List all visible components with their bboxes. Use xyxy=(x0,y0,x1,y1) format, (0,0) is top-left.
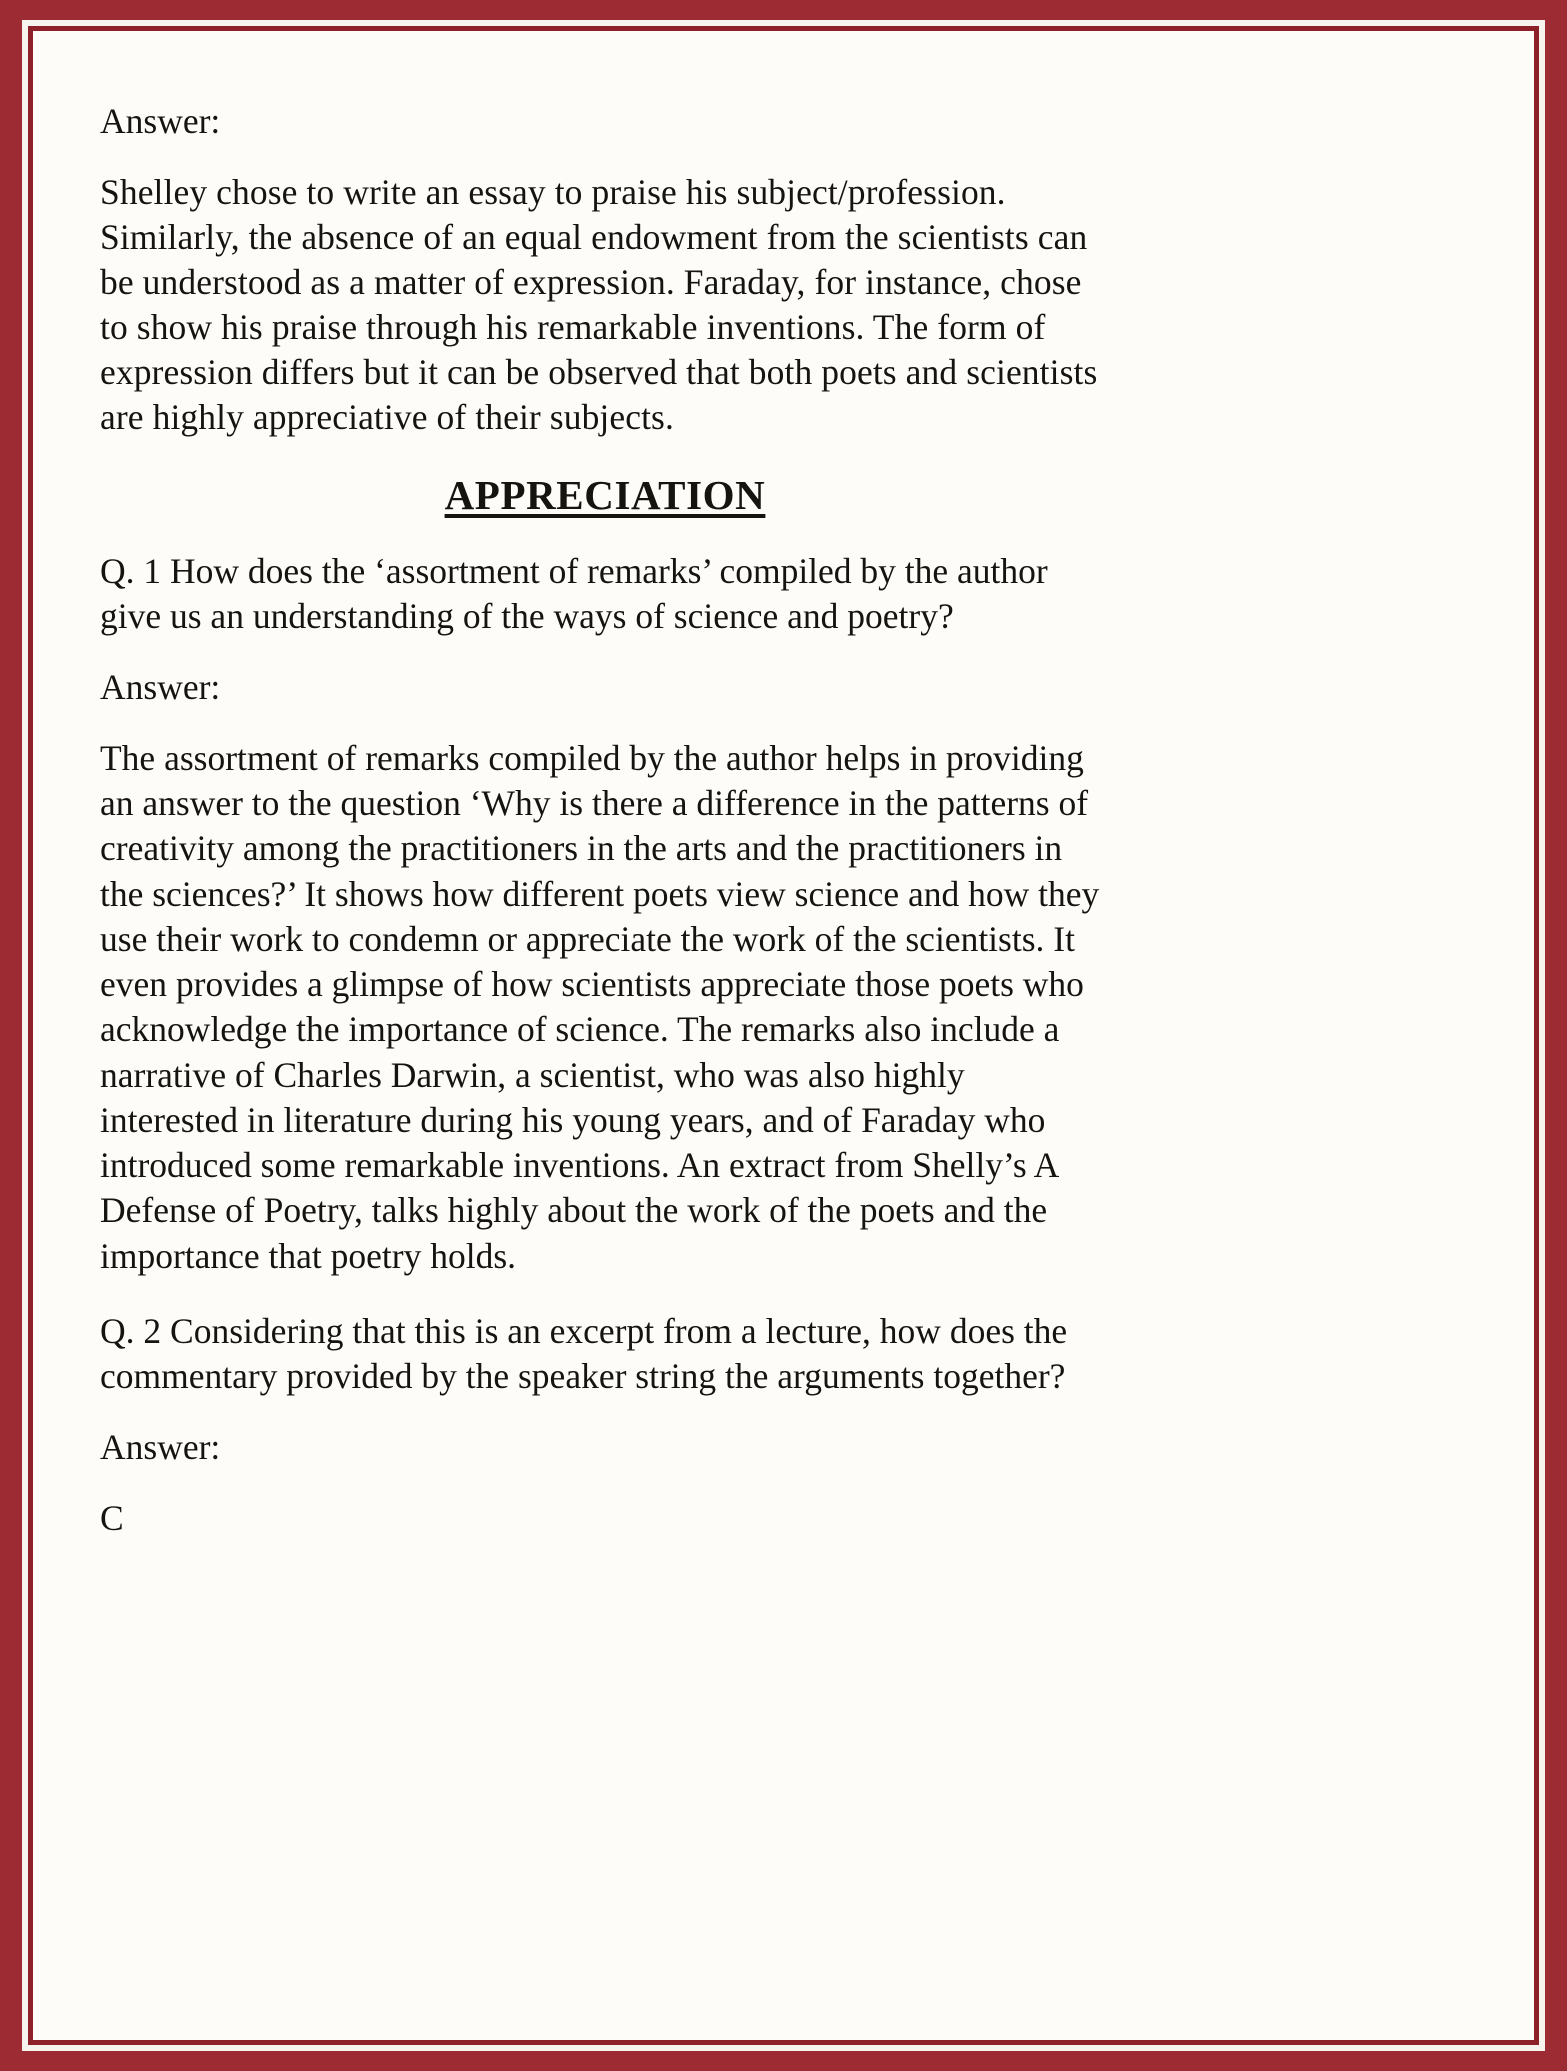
question-2: Q. 2 Considering that this is an excerpt from a lecture, how does the commentary provided by the speaker string the arguments together? xyxy=(100,1310,1068,1396)
answer-label-3: Answer: xyxy=(100,1426,221,1467)
answer-body-paragraph-3: C xyxy=(100,1498,124,1539)
answer-body-paragraph-1: Shelley chose to write an essay to praise his subject/profession. Similarly, the absence of an equal endowment from the scientists can be understood as a matter of expression. Faraday, for instance, chose to show his praise through his remarkable inventions. The form of expression differs but it can be observed that both poets and scientists are highly appreciative of their subjects. xyxy=(100,172,1098,438)
question-1: Q. 1 How does the ‘assortment of remarks’ compiled by the author give us an understanding of the ways of science and poetry? xyxy=(100,550,1048,636)
answer-label-1: Answer: xyxy=(100,101,221,141)
section-heading-appreciation: APPRECIATION xyxy=(444,471,766,518)
page-surface xyxy=(33,31,1534,2040)
answer-body-paragraph-2: The assortment of remarks compiled by the author helps in providing an answer to the question ‘Why is there a difference in the patterns of creativity among the practitioners in the arts and the practitioners in the sciences?’ It shows how different poets view science and how they use their work to condemn or appreciate the work of the scientists. It even provides a glimpse of how scientists appreciate those poets who acknowledge the importance of science. The remarks also include a narrative of Charles Darwin, a scientist, who was also highly interested in literature during his young years, and of Faraday who introduced some remarkable inventions. An extract from Shelly’s A Defense of Poetry, talks highly about the work of the poets and the importance that poetry holds. xyxy=(100,737,1100,1276)
document-content xyxy=(100,99,1110,1541)
answer-label-2: Answer: xyxy=(100,666,221,707)
